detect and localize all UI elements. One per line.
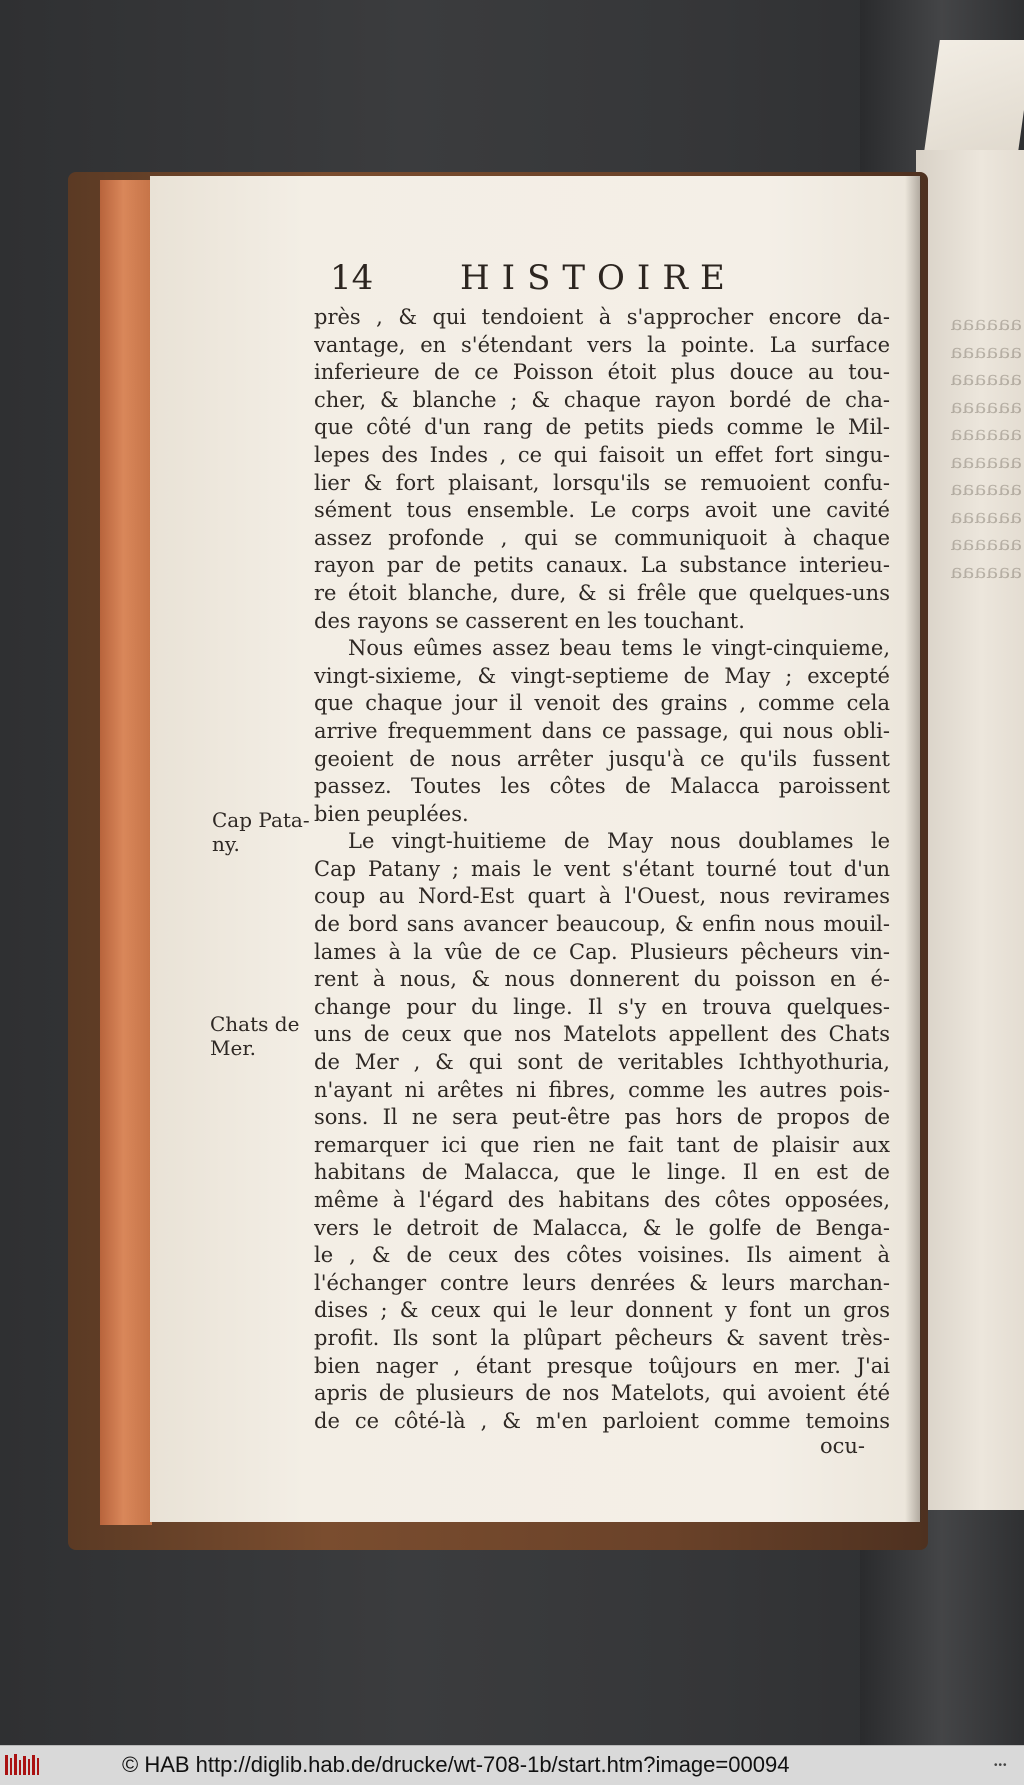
text-line: rayon par de petits canaux. La substance interieu- [314,553,890,578]
text-line: n'ayant ni arêtes ni fibres, comme les autres pois- [314,1077,890,1102]
text-line: des rayons se casserent en les touchant. [314,608,745,633]
text-line: cher, & blanche ; & chaque rayon bordé de cha- [314,387,890,412]
text-line: remarquer ici que rien ne fait tant de plaisir aux [314,1132,890,1157]
text-line: lepes des Indes , ce qui faisoit un effet fort singu- [314,442,890,467]
text-line: coup au Nord-Est quart à l'Ouest, nous revirames [314,884,890,909]
text-line: bien nager , étant presque toûjours en mer. J'ai [314,1353,890,1378]
footer-bar [0,1745,1024,1785]
text-line: lames à la vûe de ce Cap. Plusieurs pêcheurs vin- [314,939,890,964]
text-line: arrive frequemment dans ce passage, qui nous obli- [314,718,890,743]
text-line: Cap Patany ; mais le vent s'étant tourné tout d'un [314,856,890,881]
margin-note-chats-de-mer: Chats de Mer. [210,1012,300,1060]
text-line: que chaque jour il venoit des grains , comme cela [314,691,890,716]
hab-logo-icon [4,1752,44,1778]
copyright-url[interactable]: © HAB http://diglib.hab.de/drucke/wt-708-1b/start.htm?image=00094 [122,1752,790,1777]
text-line: habitans de Malacca, que le linge. Il en est de [314,1160,890,1185]
text-line: inferieure de ce Poisson étoit plus douce au tou- [314,360,890,385]
text-line: uns de ceux que nos Matelots appellent des Chats [314,1022,890,1047]
text-line: que côté d'un rang de petits pieds comme le Mil- [314,415,890,440]
text-line: dises ; & ceux qui le leur donnent y font un gros [314,1298,890,1323]
page-gutter [905,176,921,1522]
body-text [314,304,890,1435]
running-head-title: HISTOIRE [460,258,737,298]
text-line: de ce côté-là , & m'en parloient comme temoins [314,1408,890,1433]
text-line: le , & de ceux des côtes voisines. Ils aiment à [314,1243,890,1268]
text-line: apris de plusieurs de nos Matelots, qui avoient été [314,1381,890,1406]
text-line: Nous eûmes assez beau tems le vingt-cinquieme, [348,636,890,661]
text-line: sément tous ensemble. Le corps avoit une cavité [314,498,890,523]
footer-dots: ••• [994,1760,1008,1771]
running-head [330,256,770,306]
text-line: sons. Il ne sera peut-être pas hors de propos de [314,1105,890,1130]
text-line: de bord sans avancer beaucoup, & enfin nous mouil- [314,912,890,937]
text-line: Le vingt-huitieme de May nous doublames le [348,829,890,854]
text-line: change pour du linge. Il s'y en trouva quelques- [314,994,890,1019]
page-number: 14 [330,258,374,298]
text-line: vantage, en s'étendant vers la pointe. La surface [314,332,890,357]
text-line: lier & fort plaisant, lorsqu'ils se remuoient confu- [314,470,890,495]
text-line: de Mer , & qui sont de veritables Ichthyothuria, [314,1050,890,1075]
text-line: assez profonde , qui se communiquoit à chaque [314,525,890,550]
text-line: l'échanger contre leurs denrées & leurs marchan- [314,1270,890,1295]
text-line: bien peuplées. [314,801,469,826]
text-line: vingt-sixieme, & vingt-septieme de May ; excepté [314,663,890,688]
text-line: geoient de nous arrêter jusqu'à ce qu'ils fussent [314,746,890,771]
page-edges [100,180,152,1525]
text-line: vers le detroit de Malacca, & le golfe de Benga- [314,1215,890,1240]
text-line: près , & qui tendoient à s'approcher encore da- [314,305,890,329]
text-line: re étoit blanche, dure, & si frêle que quelques-uns [314,580,890,605]
text-line: rent à nous, & nous donnerent du poisson en é- [314,967,890,992]
text-line: même à l'égard des habitans des côtes opposées, [314,1188,890,1212]
catchword: ocu- [820,1434,866,1458]
facing-page-bleed-through: aaaaaa aaaaaa aaaaaa aaaaaa aaaaaa aaaaaa aaaaaa aaaaaa aaaaaa aaaaaa [950,311,1022,583]
text-line: profit. Ils sont la plûpart pêcheurs & savent très- [314,1325,890,1350]
text-line: passez. Toutes les côtes de Malacca paroissent [314,774,890,799]
margin-note-cap-patany: Cap Pata- ny. [212,808,310,856]
